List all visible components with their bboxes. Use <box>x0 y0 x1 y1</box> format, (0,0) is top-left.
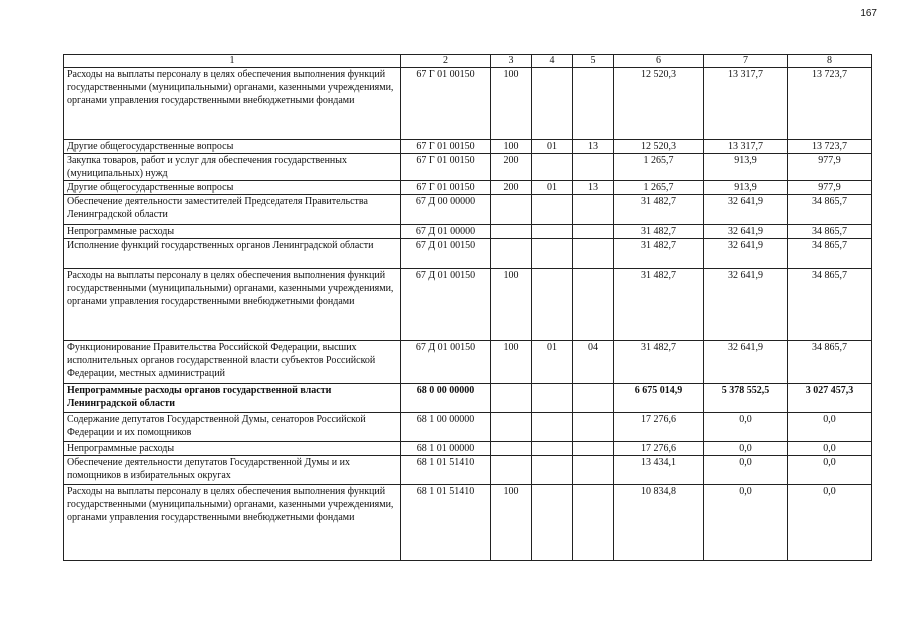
table-row <box>64 456 872 485</box>
row-col4: 01 <box>532 341 573 384</box>
row-value-7: 13 317,7 <box>704 68 788 140</box>
row-col3: 100 <box>491 269 532 341</box>
row-value-6: 31 482,7 <box>614 269 704 341</box>
row-code: 68 1 01 51410 <box>401 485 491 561</box>
row-col3: 100 <box>491 485 532 561</box>
col-header-7: 7 <box>704 55 788 68</box>
table-row <box>64 485 872 561</box>
row-code: 67 Д 01 00150 <box>401 269 491 341</box>
row-col4: 01 <box>532 181 573 195</box>
row-value-7: 32 641,9 <box>704 225 788 239</box>
table-row <box>64 384 872 413</box>
row-col3: 100 <box>491 68 532 140</box>
col-header-1: 1 <box>64 55 401 68</box>
row-code: 67 Г 01 00150 <box>401 154 491 181</box>
row-col4 <box>532 154 573 181</box>
row-code: 67 Г 01 00150 <box>401 140 491 154</box>
row-name: Непрограммные расходы органов государственной власти Ленинградской области <box>64 384 401 413</box>
row-col3 <box>491 456 532 485</box>
row-value-6: 12 520,3 <box>614 140 704 154</box>
row-col5: 13 <box>573 181 614 195</box>
col-header-3: 3 <box>491 55 532 68</box>
row-col5 <box>573 239 614 269</box>
row-value-7: 913,9 <box>704 181 788 195</box>
row-value-6: 13 434,1 <box>614 456 704 485</box>
table-row <box>64 68 872 140</box>
row-value-8: 34 865,7 <box>788 269 872 341</box>
row-value-8: 0,0 <box>788 456 872 485</box>
row-value-6: 10 834,8 <box>614 485 704 561</box>
row-value-7: 13 317,7 <box>704 140 788 154</box>
row-code: 67 Д 01 00150 <box>401 341 491 384</box>
row-value-7: 0,0 <box>704 456 788 485</box>
row-name: Другие общегосударственные вопросы <box>64 140 401 154</box>
row-col5 <box>573 225 614 239</box>
row-value-8: 0,0 <box>788 442 872 456</box>
row-value-6: 31 482,7 <box>614 239 704 269</box>
row-value-7: 0,0 <box>704 485 788 561</box>
row-col3 <box>491 239 532 269</box>
table-row <box>64 154 872 181</box>
row-col5 <box>573 413 614 442</box>
row-col5: 04 <box>573 341 614 384</box>
row-col5 <box>573 442 614 456</box>
row-name: Расходы на выплаты персоналу в целях обеспечения выполнения функций государственными (муниципальными) органами, казенными учреждениями, органами управления государственными внебюджетными фондами <box>64 68 401 140</box>
row-col3 <box>491 384 532 413</box>
row-value-8: 13 723,7 <box>788 140 872 154</box>
row-value-8: 0,0 <box>788 485 872 561</box>
row-code: 68 1 00 00000 <box>401 413 491 442</box>
row-value-8: 0,0 <box>788 413 872 442</box>
row-value-8: 13 723,7 <box>788 68 872 140</box>
row-value-7: 0,0 <box>704 442 788 456</box>
row-col4 <box>532 485 573 561</box>
table-row <box>64 341 872 384</box>
row-name: Исполнение функций государственных органов Ленинградской области <box>64 239 401 269</box>
row-col4 <box>532 225 573 239</box>
row-value-8: 34 865,7 <box>788 341 872 384</box>
table-row <box>64 442 872 456</box>
table-row <box>64 140 872 154</box>
row-value-6: 17 276,6 <box>614 413 704 442</box>
row-name: Непрограммные расходы <box>64 442 401 456</box>
row-col5 <box>573 195 614 225</box>
row-name: Обеспечение деятельности депутатов Государственной Думы и их помощников в избирательных округах <box>64 456 401 485</box>
row-col3 <box>491 442 532 456</box>
table-row <box>64 225 872 239</box>
row-value-6: 12 520,3 <box>614 68 704 140</box>
row-col4 <box>532 195 573 225</box>
row-value-8: 977,9 <box>788 154 872 181</box>
row-name: Непрограммные расходы <box>64 225 401 239</box>
col-header-2: 2 <box>401 55 491 68</box>
row-col4 <box>532 269 573 341</box>
row-col5 <box>573 154 614 181</box>
row-name: Расходы на выплаты персоналу в целях обеспечения выполнения функций государственными (муниципальными) органами, казенными учреждениями, органами управления государственными внебюджетными фондами <box>64 269 401 341</box>
row-value-8: 977,9 <box>788 181 872 195</box>
row-col3: 100 <box>491 140 532 154</box>
row-name: Другие общегосударственные вопросы <box>64 181 401 195</box>
row-col5 <box>573 456 614 485</box>
row-col4 <box>532 68 573 140</box>
col-header-4: 4 <box>532 55 573 68</box>
row-name: Содержание депутатов Государственной Думы, сенаторов Российской Федерации и их помощников <box>64 413 401 442</box>
row-col5 <box>573 269 614 341</box>
row-value-7: 913,9 <box>704 154 788 181</box>
row-col3 <box>491 225 532 239</box>
page-number: 167 <box>860 8 877 19</box>
row-col4: 01 <box>532 140 573 154</box>
row-value-8: 34 865,7 <box>788 225 872 239</box>
row-col5 <box>573 485 614 561</box>
row-col4 <box>532 456 573 485</box>
row-code: 68 0 00 00000 <box>401 384 491 413</box>
row-value-6: 1 265,7 <box>614 181 704 195</box>
table-row <box>64 413 872 442</box>
row-value-8: 3 027 457,3 <box>788 384 872 413</box>
row-code: 68 1 01 51410 <box>401 456 491 485</box>
table-row <box>64 181 872 195</box>
row-value-6: 31 482,7 <box>614 341 704 384</box>
row-value-6: 1 265,7 <box>614 154 704 181</box>
row-name: Закупка товаров, работ и услуг для обеспечения государственных (муниципальных) нужд <box>64 154 401 181</box>
row-value-7: 0,0 <box>704 413 788 442</box>
row-value-6: 6 675 014,9 <box>614 384 704 413</box>
row-code: 67 Д 01 00150 <box>401 239 491 269</box>
row-name: Расходы на выплаты персоналу в целях обеспечения выполнения функций государственными (муниципальными) органами, казенными учреждениями, органами управления государственными внебюджетными фондами <box>64 485 401 561</box>
row-col3: 200 <box>491 154 532 181</box>
row-code: 67 Д 01 00000 <box>401 225 491 239</box>
row-col3: 200 <box>491 181 532 195</box>
row-code: 67 Г 01 00150 <box>401 68 491 140</box>
row-code: 67 Г 01 00150 <box>401 181 491 195</box>
row-col5: 13 <box>573 140 614 154</box>
header-row <box>64 55 872 68</box>
row-value-7: 5 378 552,5 <box>704 384 788 413</box>
row-col4 <box>532 239 573 269</box>
row-name: Функционирование Правительства Российской Федерации, высших исполнительных органов государственной власти субъектов Российской Федерации, местных администраций <box>64 341 401 384</box>
row-value-7: 32 641,9 <box>704 269 788 341</box>
table-row <box>64 269 872 341</box>
row-col3: 100 <box>491 341 532 384</box>
row-value-7: 32 641,9 <box>704 195 788 225</box>
row-value-6: 17 276,6 <box>614 442 704 456</box>
col-header-6: 6 <box>614 55 704 68</box>
col-header-5: 5 <box>573 55 614 68</box>
row-value-8: 34 865,7 <box>788 195 872 225</box>
row-code: 68 1 01 00000 <box>401 442 491 456</box>
row-value-8: 34 865,7 <box>788 239 872 269</box>
row-value-6: 31 482,7 <box>614 225 704 239</box>
row-code: 67 Д 00 00000 <box>401 195 491 225</box>
row-name: Обеспечение деятельности заместителей Председателя Правительства Ленинградской области <box>64 195 401 225</box>
table-row <box>64 195 872 225</box>
table-row <box>64 239 872 269</box>
row-col5 <box>573 68 614 140</box>
row-col3 <box>491 195 532 225</box>
row-col4 <box>532 384 573 413</box>
row-value-7: 32 641,9 <box>704 239 788 269</box>
col-header-8: 8 <box>788 55 872 68</box>
row-col4 <box>532 413 573 442</box>
row-col3 <box>491 413 532 442</box>
row-col4 <box>532 442 573 456</box>
budget-table <box>63 54 872 561</box>
row-value-6: 31 482,7 <box>614 195 704 225</box>
row-value-7: 32 641,9 <box>704 341 788 384</box>
row-col5 <box>573 384 614 413</box>
